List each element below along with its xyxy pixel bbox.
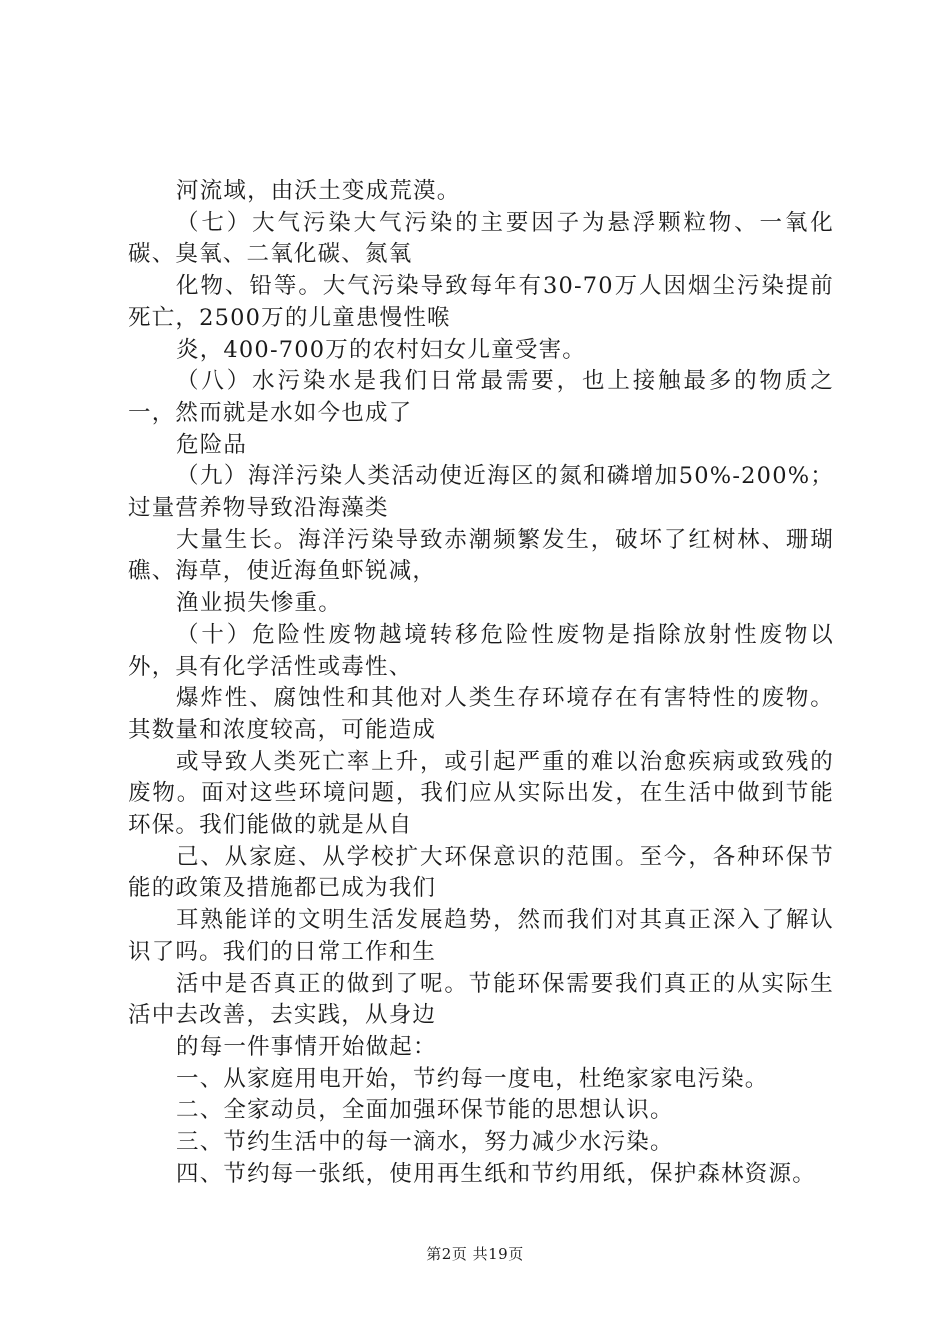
paragraph: 爆炸性、腐蚀性和其他对人类生存环境存在有害特性的废物。其数量和浓度较高，可能造成 [128, 685, 834, 743]
paragraph: 河流域，由沃土变成荒漠。 [176, 178, 461, 204]
paragraph: （十）危险性废物越境转移危险性废物是指除放射性废物以外，具有化学活性或毒性、 [128, 621, 834, 680]
paragraph: 的每一件事情开始做起： [176, 1033, 437, 1060]
paragraph: （七）大气污染大气污染的主要因子为悬浮颗粒物、一氧化碳、臭氧、二氧化碳、氮氧 [128, 209, 834, 268]
paragraph: 一、从家庭用电开始，节约每一度电，杜绝家家电污染。 [176, 1065, 769, 1092]
paragraph: 耳熟能详的文明生活发展趋势，然而我们对其真正深入了解认识了吗。我们的日常工作和生 [128, 907, 834, 965]
paragraph: 渔业损失惨重。 [176, 590, 342, 617]
paragraph: （九）海洋污染人类活动使近海区的氮和磷增加50%-200%；过量营养物导致沿海藻类 [128, 463, 834, 522]
paragraph: 炎，400-700万的农村妇女儿童受害。 [176, 336, 586, 363]
page-number-footer: 第2页 共19页 [426, 1245, 524, 1263]
paragraph: 活中是否真正的做到了呢。节能环保需要我们真正的从实际生活中去改善，去实践，从身边 [128, 970, 834, 1029]
paragraph: 化物、铅等。大气污染导致每年有30-70万人因烟尘污染提前死亡，2500万的儿童患慢性喉 [128, 273, 834, 331]
paragraph: 三、节约生活中的每一滴水，努力减少水污染。 [176, 1129, 674, 1156]
document-body [128, 176, 834, 1191]
paragraph: 二、全家动员，全面加强环保节能的思想认识。 [176, 1097, 674, 1124]
paragraph: 己、从家庭、从学校扩大环保意识的范围。至今，各种环保节能的政策及措施都已成为我们 [128, 843, 834, 902]
paragraph: （八）水污染水是我们日常最需要，也上接触最多的物质之一，然而就是水如今也成了 [128, 368, 834, 426]
paragraph: 大量生长。海洋污染导致赤潮频繁发生，破坏了红树林、珊瑚礁、海草，使近海鱼虾锐减， [128, 526, 834, 585]
paragraph: 危险品 [176, 431, 248, 458]
paragraph: 四、节约每一张纸，使用再生纸和节约用纸，保护森林资源。 [176, 1160, 816, 1187]
paragraph: 或导致人类死亡率上升，或引起严重的难以治愈疾病或致残的废物。面对这些环境问题，我们应从实际出发，在生活中做到节能环保。我们能做的就是从自 [128, 748, 834, 839]
